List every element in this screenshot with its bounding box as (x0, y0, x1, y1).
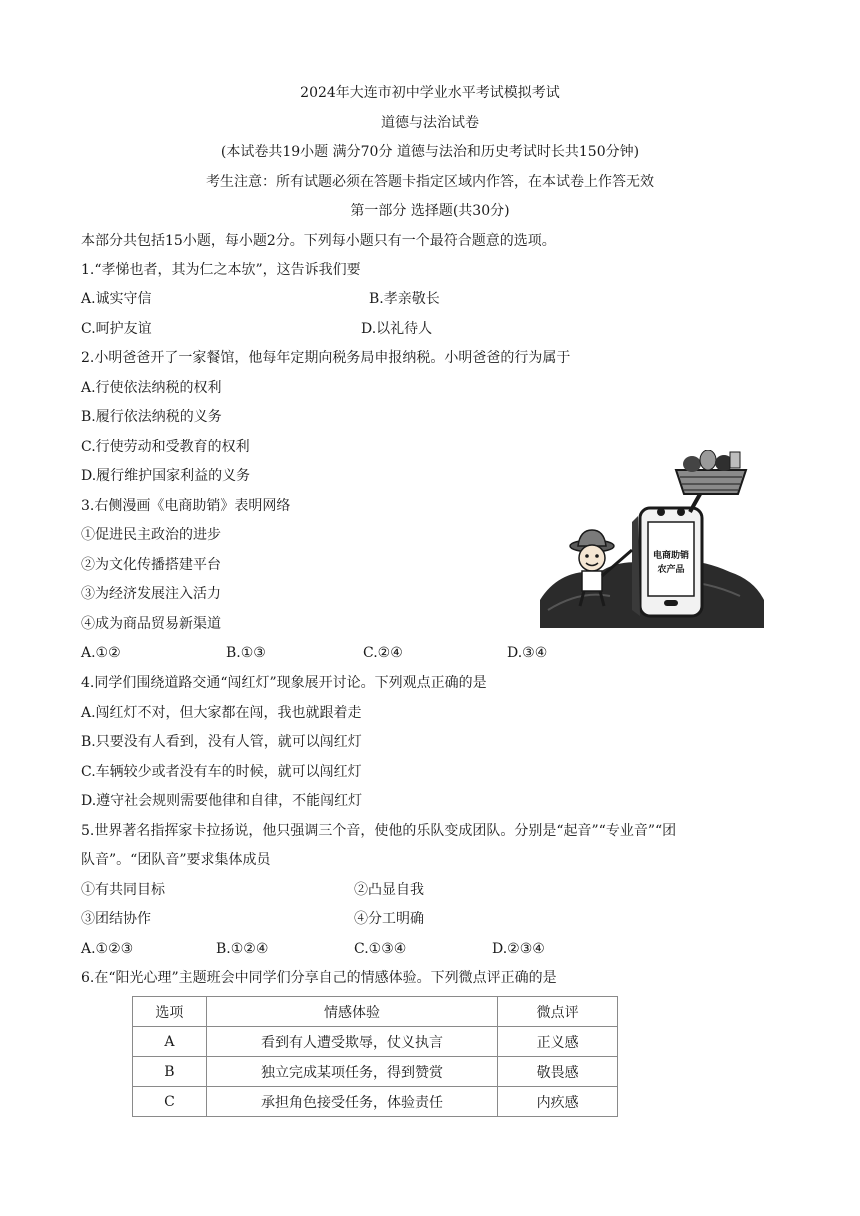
q3-statement-2: ②为文化传播搭建平台 (81, 557, 221, 573)
q4-option-a: A.闯红灯不对，但大家都在闯，我也就跟着走 (81, 705, 362, 721)
q5-option-d: D.②③④ (492, 941, 545, 957)
q6-table-header-row (133, 997, 618, 1027)
q1-option-a: A.诚实守信 (81, 291, 152, 307)
cartoon-label-produce: 农产品 (657, 565, 685, 575)
exam-title: 2024年大连市初中学业水平考试模拟考试 (300, 85, 560, 101)
q6-cell-option: B (133, 1057, 207, 1087)
q6-cell-experience: 看到有人遭受欺辱，仗义执言 (206, 1027, 497, 1057)
q6-cell-comment: 正义感 (498, 1027, 618, 1057)
q4-option-b: B.只要没有人看到，没有人管，就可以闯红灯 (81, 734, 362, 750)
q2-option-a: A.行使依法纳税的权利 (81, 380, 222, 396)
q2-stem: 2.小明爸爸开了一家餐馆，他每年定期向税务局申报纳税。小明爸爸的行为属于 (81, 350, 571, 366)
q4-option-c: C.车辆较少或者没有车的时候，就可以闯红灯 (81, 764, 362, 780)
q5-statement-2: ②凸显自我 (354, 882, 424, 898)
q2-option-c: C.行使劳动和受教育的权利 (81, 439, 250, 455)
q3-option-b: B.①③ (226, 645, 266, 661)
q6-cell-comment: 内疚感 (498, 1087, 618, 1117)
part1-instruction: 本部分共包括15小题，每小题2分。下列每小题只有一个最符合题意的选项。 (81, 233, 556, 249)
q3-statement-3: ③为经济发展注入活力 (81, 586, 221, 602)
q6-header-experience: 情感体验 (206, 997, 497, 1027)
q5-stem-line-2: 队音”。“团队音”要求集体成员 (81, 852, 271, 868)
q2-option-b: B.履行依法纳税的义务 (81, 409, 222, 425)
q1-stem: 1.“孝悌也者，其为仁之本欤”，这告诉我们要 (81, 262, 361, 278)
q6-table (132, 996, 618, 1117)
q6-header-comment: 微点评 (498, 997, 618, 1027)
q3-stem: 3.右侧漫画《电商助销》表明网络 (81, 498, 291, 514)
q5-statement-4: ④分工明确 (354, 911, 424, 927)
table-row (133, 1027, 618, 1057)
q3-statement-4: ④成为商品贸易新渠道 (81, 616, 221, 632)
q6-cell-option: C (133, 1087, 207, 1117)
q3-option-a: A.①② (81, 645, 121, 661)
q5-option-b: B.①②④ (216, 941, 269, 957)
q6-stem: 6.在“阳光心理”主题班会中同学们分享自己的情感体验。下列微点评正确的是 (81, 970, 557, 986)
table-row (133, 1057, 618, 1087)
q5-option-a: A.①②③ (81, 941, 134, 957)
table-row (133, 1087, 618, 1117)
q6-header-option: 选项 (133, 997, 207, 1027)
q5-option-c: C.①③④ (354, 941, 407, 957)
q5-statement-1: ①有共同目标 (81, 882, 165, 898)
q3-option-d: D.③④ (507, 645, 548, 661)
q2-option-d: D.履行维护国家利益的义务 (81, 468, 251, 484)
exam-info: (本试卷共19小题 满分70分 道德与法治和历史考试时长共150分钟) (220, 144, 640, 160)
q6-cell-experience: 独立完成某项任务，得到赞赏 (206, 1057, 497, 1087)
q6-cell-experience: 承担角色接受任务，体验责任 (206, 1087, 497, 1117)
exam-notice: 考生注意：所有试题必须在答题卡指定区域内作答，在本试卷上作答无效 (206, 174, 654, 190)
q1-option-d: D.以礼待人 (361, 321, 433, 337)
exam-subtitle: 道德与法治试卷 (381, 115, 479, 131)
q6-cell-option: A (133, 1027, 207, 1057)
q5-stem-line-1: 5.世界著名指挥家卡拉扬说，他只强调三个音，使他的乐队变成团队。分别是“起音”“专业音”“团 (81, 823, 677, 839)
q6-cell-comment: 敬畏感 (498, 1057, 618, 1087)
q1-option-c: C.呵护友谊 (81, 321, 152, 337)
q1-option-b: B.孝亲敬长 (369, 291, 440, 307)
q4-option-d: D.遵守社会规则需要他律和自律，不能闯红灯 (81, 793, 363, 809)
cartoon-label-ecommerce: 电商助销 (652, 551, 690, 561)
q3-statement-1: ①促进民主政治的进步 (81, 527, 221, 543)
part1-title: 第一部分 选择题(共30分) (350, 203, 510, 219)
q3-option-c: C.②④ (363, 645, 403, 661)
q4-stem: 4.同学们围绕道路交通“闯红灯”现象展开讨论。下列观点正确的是 (81, 675, 487, 691)
ecommerce-cartoon-illustration (540, 450, 764, 628)
q5-statement-3: ③团结协作 (81, 911, 151, 927)
